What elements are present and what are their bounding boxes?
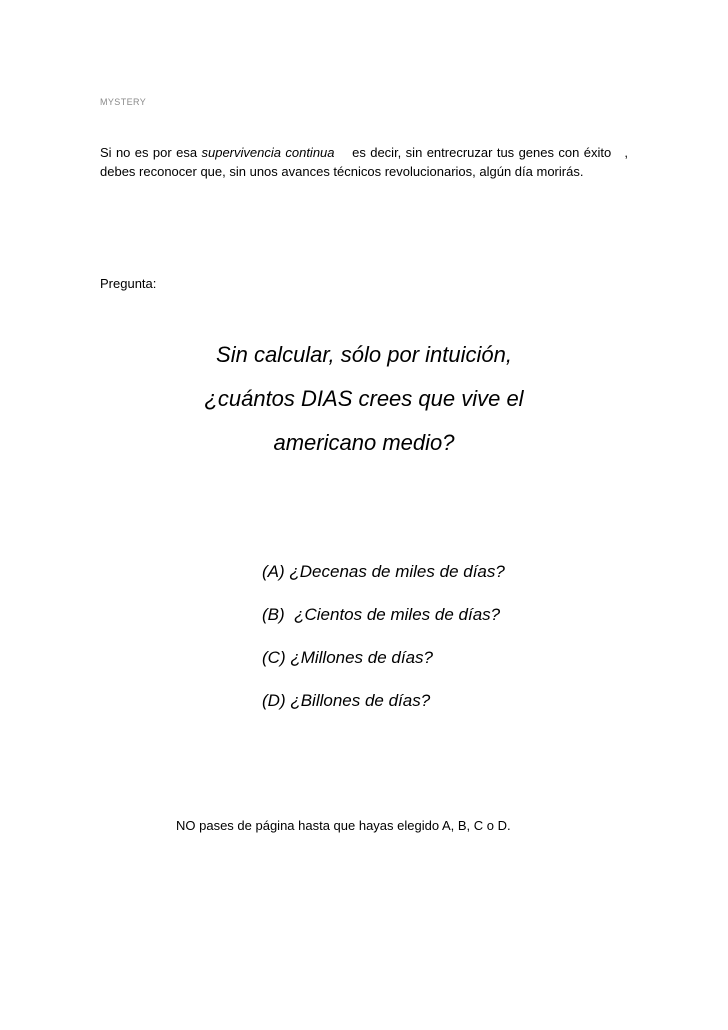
option-c: (C) ¿Millones de días? (262, 648, 434, 667)
question-line-3: americano medio? (273, 430, 455, 455)
option-a: (A) ¿Decenas de miles de días? (262, 562, 505, 581)
option-b: (B) ¿Cientos de miles de días? (262, 605, 501, 624)
question-label: Pregunta: (100, 276, 157, 291)
option-d: (D) ¿Billones de días? (262, 691, 431, 710)
intro-text-start: Si no es por esa (100, 145, 202, 160)
question-text (130, 333, 598, 465)
intro-paragraph (100, 143, 632, 181)
instruction-notice: NO pases de página hasta que hayas elegido A, B, C o D. (176, 818, 511, 833)
question-line-1: Sin calcular, sólo por intuición, (216, 342, 512, 367)
answer-options (262, 561, 505, 733)
intro-emphasis: supervivencia continua (201, 145, 335, 160)
document-header: MYSTERY (100, 97, 147, 107)
intro-text-end: es decir, sin entrecruzar tus genes con éxito , debes reconocer que, sin unos avances técnicos revolucionarios, algún día morirás. (100, 145, 632, 179)
question-line-2: ¿cuántos DIAS crees que vive el (204, 386, 524, 411)
